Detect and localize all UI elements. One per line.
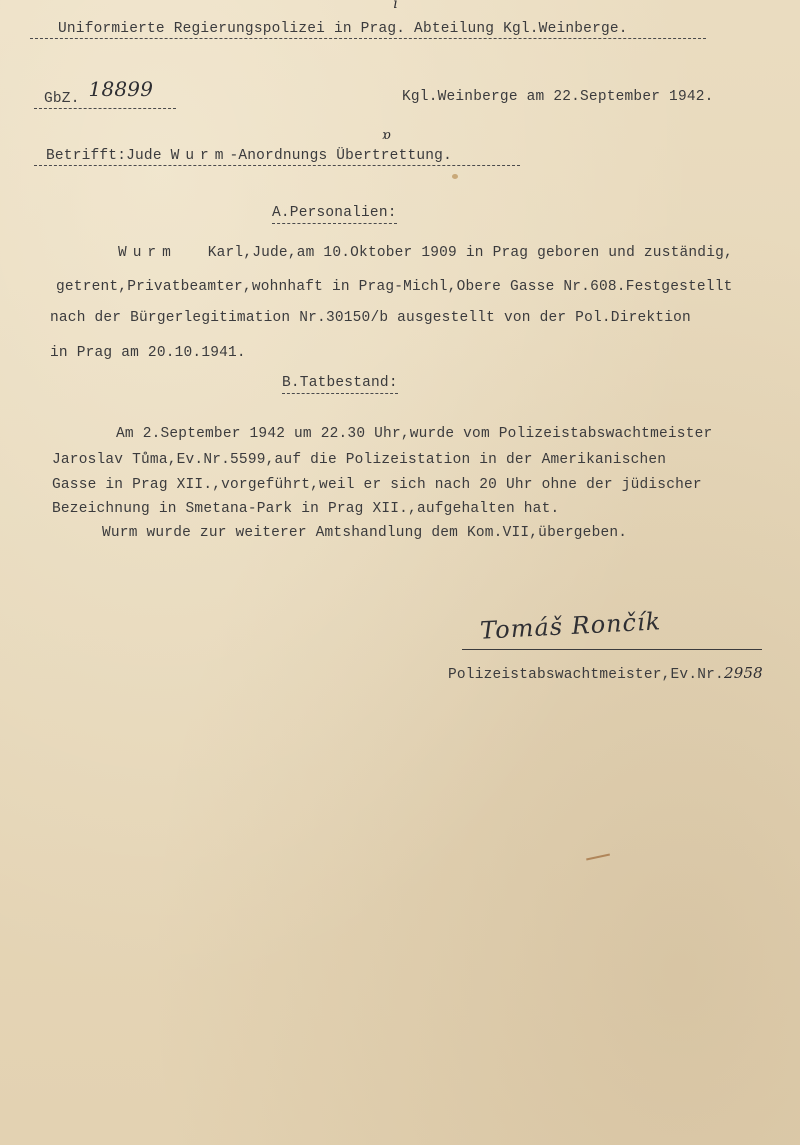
subject-line	[34, 147, 520, 166]
section-b-line-4: Bezeichnung in Smetana-Park in Prag XII.,aufgehalten hat.	[52, 501, 560, 517]
signature-ev-number: 2958	[723, 664, 763, 682]
section-b-line-1: Am 2.September 1942 um 22.30 Uhr,wurde vom Polizeistabswachtmeister	[116, 426, 713, 442]
section-b-line-5: Wurm wurde zur weiterer Amtshandlung dem Kom.VII,übergeben.	[102, 525, 628, 541]
person-name: Wurm	[118, 245, 177, 261]
handwritten-signature: Tomáš Rončík	[479, 607, 662, 645]
gz-label: GbZ.	[44, 91, 80, 107]
section-b-line-2: Jaroslav Tůma,Ev.Nr.5599,auf die Polizeistation in der Amerikanischen	[52, 452, 667, 468]
place-date: Kgl.Weinberge am 22.September 1942.	[402, 89, 714, 105]
unit-header: Uniformierte Regierungspolizei in Prag. Abteilung Kgl.Weinberge.	[30, 20, 706, 39]
top-tick-mark: ı	[393, 0, 398, 12]
section-b-heading: B.Tatbestand:	[282, 374, 398, 394]
section-b-line-3: Gasse in Prag XII.,vorgeführt,weil er sich nach 20 Uhr ohne der jüdischer	[52, 477, 702, 493]
stray-pen-mark	[586, 854, 610, 860]
correction-mark: ɒ	[382, 128, 391, 143]
subject-prefix: Jude	[126, 148, 162, 164]
signature-title: Polizeistabswachtmeister,Ev.Nr.2958	[448, 664, 763, 683]
signature-line	[462, 649, 762, 650]
subject-name: Wurm	[170, 148, 230, 164]
section-a-heading: A.Personalien:	[272, 204, 397, 224]
subject-suffix: -Anordnungs Übertrettung.	[229, 148, 452, 164]
section-a-line-3: nach der Bürgerlegitimation Nr.30150/b ausgestellt von der Pol.Direktion	[50, 310, 691, 326]
paper-stain	[452, 174, 458, 179]
section-a-line-1: Wurm Karl,Jude,am 10.Oktober 1909 in Prag geboren und zuständig,	[118, 245, 733, 261]
section-a-line-2: getrent,Privatbeamter,wohnhaft in Prag-Michl,Obere Gasse Nr.608.Festgestellt	[56, 279, 733, 295]
gz-number: 18899	[88, 77, 154, 101]
section-a-line-4: in Prag am 20.10.1941.	[50, 345, 246, 361]
gz-reference	[34, 77, 176, 109]
subject-label: Betrifft:	[46, 148, 127, 164]
